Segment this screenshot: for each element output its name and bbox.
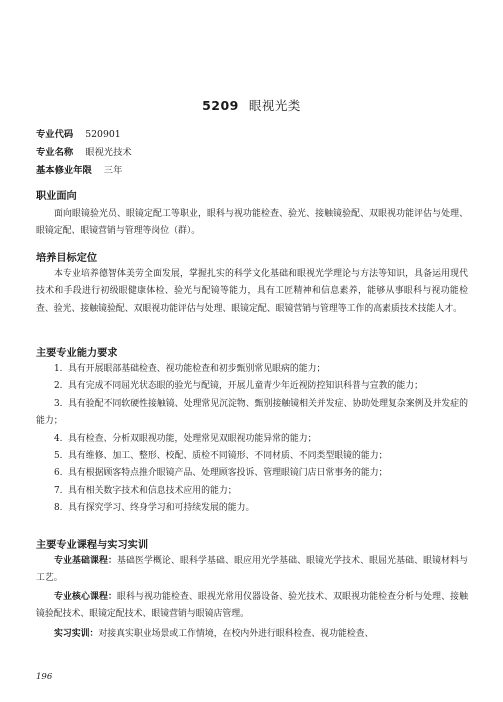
course-practice	[36, 626, 468, 643]
list-item: 5. 具有维修、加工、整形、校配、质检不同镜形、不同材质、不同类型眼镜的能力；	[54, 451, 388, 462]
meta-value: 520901	[85, 129, 121, 140]
page-title	[0, 96, 503, 114]
meta-value: 眼视光技术	[85, 147, 132, 158]
course-text: 对接真实职业场景或工作情境，在校内外进行眼科检查、视功能检查、	[98, 629, 374, 639]
heading-courses: 主要专业课程与实习实训	[36, 540, 149, 551]
category-code: 5209	[202, 98, 239, 113]
meta-row-name	[36, 146, 132, 160]
list-item: 6. 具有根据顾客特点推介眼镜产品、处理顾客投诉、管理眼镜门店日常事务的能力；	[54, 468, 388, 479]
heading-goal: 培养目标定位	[36, 253, 98, 264]
list-item: 8. 具有探究学习、终身学习和可持续发展的能力。	[54, 503, 255, 514]
list-item: 1. 具有开展眼部基础检查、视功能检查和初步甄别常见眼病的能力；	[54, 364, 326, 374]
career-text: 面向眼镜验光员、眼镜定配工等职业，眼科与视功能检查、验光、接触镜验配、双眼视功能评估与处理、眼镜定配、眼镜营销与管理等岗位（群）。	[36, 209, 468, 237]
meta-key: 专业代码	[36, 129, 74, 140]
meta-row-code	[36, 128, 121, 142]
meta-value: 三年	[103, 165, 123, 176]
course-label: 专业核心课程：	[54, 592, 118, 602]
meta-row-duration	[36, 164, 122, 178]
course-core	[36, 589, 468, 624]
list-item: 2. 具有完成不同屈光状态眼的验光与配镜，开展儿童青少年近视防控知识科普与宣教的能力；	[54, 381, 423, 392]
list-item: 4. 具有检查、分析双眼视功能，处理常见双眼视功能异常的能力；	[54, 433, 317, 444]
course-text: 眼科与视功能检查、眼视光常用仪器设备、验光技术、双眼视功能检查分析与处理、接触镜验配技术、眼镜定配技术、眼镜营销与眼镜店管理。	[36, 592, 469, 620]
meta-key: 专业名称	[36, 147, 74, 158]
list-item: 3. 具有验配不同软硬性接触镜、处理常见沉淀物、甄别接触镜相关并发症、协助处理复杂案例及并发症的能力；	[36, 398, 468, 427]
course-label: 实习实训：	[54, 629, 99, 639]
course-basic	[36, 553, 468, 588]
heading-career: 职业面向	[36, 191, 77, 202]
category-name: 眼视光类	[248, 98, 301, 113]
list-item: 7. 具有相关数字技术和信息技术应用的能力；	[54, 485, 237, 496]
course-text: 基础医学概论、眼科学基础、眼应用光学基础、眼镜光学技术、眼屈光基础、眼镜材料与工艺。	[36, 556, 469, 584]
meta-key: 基本修业年限	[36, 165, 92, 176]
page-number: 196	[36, 672, 53, 682]
ability-list	[36, 361, 468, 518]
goal-text: 本专业培养德智体美劳全面发展，掌握扎实的科学文化基础和眼视光学理论与方法等知识，具备运用现代技术和手段进行初级眼健康体检、验光与配镜等能力，具有工匠精神和信息素养，能够从事眼科与视功能检查、验光、接触镜验配、双眼视功能评估与处理、眼镜定配、眼镜营销与管理等工作的高素质技术技能人才。	[36, 269, 468, 314]
heading-abilities: 主要专业能力要求	[36, 348, 118, 359]
course-label: 专业基础课程：	[54, 556, 118, 566]
